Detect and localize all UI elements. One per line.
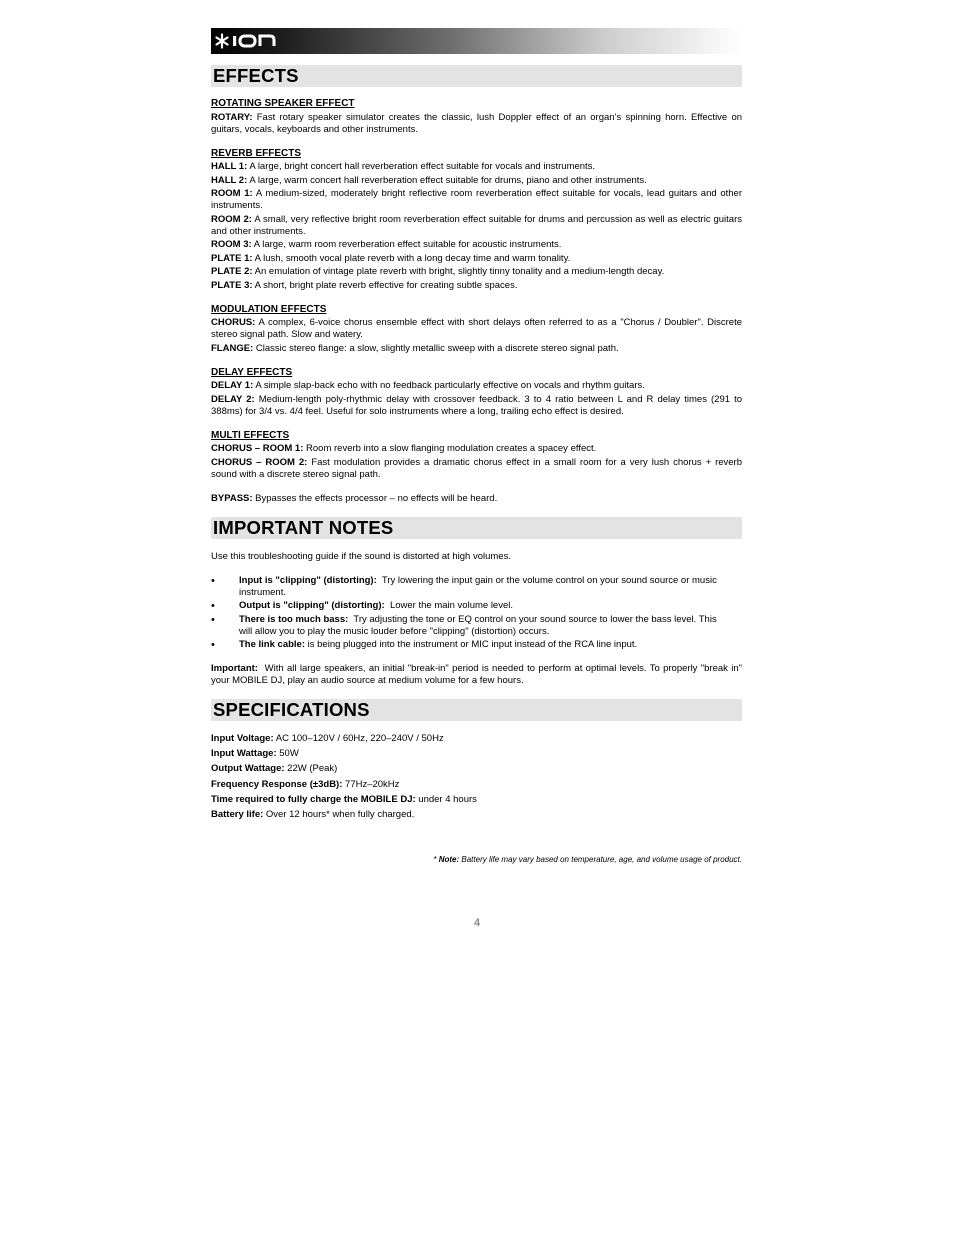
spec-row: Frequency Response (±3dB): 77Hz–20kHz xyxy=(211,778,400,790)
bullet-icon: • xyxy=(211,613,215,626)
effect-entry: CHORUS: A complex, 6-voice chorus ensemble effect with short delays often referred to as a "Chorus / Doubler". Discrete stereo signal path. Slow and watery. xyxy=(211,317,742,340)
effect-entry: ROOM 1: A medium-sized, moderately bright reflective room reverberation effect suitable for vocals, lead guitars and other instruments. xyxy=(211,188,742,211)
bullet-icon: • xyxy=(211,600,215,612)
effects-section-title: EFFECTS xyxy=(211,65,742,87)
bullet-icon: • xyxy=(211,639,215,651)
troubleshooting-intro: Use this troubleshooting guide if the sound is distorted at high volumes. xyxy=(211,550,511,562)
important-notes-section-title: IMPORTANT NOTES xyxy=(211,517,742,539)
spec-list xyxy=(211,733,742,821)
battery-footnote: * Note: Battery life may vary based on temperature, age, and volume usage of product. xyxy=(433,854,742,864)
bypass-entry: BYPASS: Bypasses the effects processor – no effects will be heard. xyxy=(211,492,498,504)
effect-entry: ROOM 2: A small, very reflective bright room reverberation effect suitable for drums and percussion as well as electric guitars and other instruments. xyxy=(211,213,743,237)
list-item: • Input is "clipping" (distorting): Try lowering the input gain or the volume control on your sound source or music instrument. xyxy=(211,574,717,598)
list-item: • Output is "clipping" (distorting): Lower the main volume level. xyxy=(211,600,514,612)
bullet-icon: • xyxy=(211,574,215,587)
effect-entry: PLATE 3: A short, bright plate reverb effective for creating subtle spaces. xyxy=(211,279,518,291)
effect-entry: ROOM 3: A large, warm room reverberation effect suitable for acoustic instruments. xyxy=(211,239,562,250)
spec-row: Input Voltage: AC 100–120V / 60Hz, 220–240V / 50Hz xyxy=(211,733,444,744)
modulation-effects-heading: MODULATION EFFECTS xyxy=(211,303,327,315)
effect-entry: DELAY 1: A simple slap-back echo with no feedback particularly effective on vocals and rhythm guitars. xyxy=(211,380,645,391)
ion-logo-icon xyxy=(214,32,284,50)
brand-header-bar xyxy=(211,28,742,54)
effect-entry: PLATE 1: A lush, smooth vocal plate reverb with a long decay time and warm tonality. xyxy=(211,252,571,264)
list-item: • There is too much bass: Try adjusting the tone or EQ control on your sound source to lower the bass level. This will allow you to play the music louder before "clipping" (distortion) occurs. xyxy=(211,613,717,637)
effect-entry: HALL 1: A large, bright concert hall reverberation effect suitable for vocals and instruments. xyxy=(211,161,596,172)
spec-row: Input Wattage: 50W xyxy=(211,748,299,760)
page-number: 4 xyxy=(473,917,481,929)
spec-row: Battery life: Over 12 hours* when fully charged. xyxy=(211,808,415,820)
specifications-section-title: SPECIFICATIONS xyxy=(211,699,742,721)
list-item: • The link cable: is being plugged into the instrument or MIC input instead of the RCA line input. xyxy=(211,639,638,651)
effect-entry: FLANGE: Classic stereo flange: a slow, slightly metallic sweep with a discrete stereo signal path. xyxy=(211,342,619,354)
effect-entry: CHORUS – ROOM 1: Room reverb into a slow flanging modulation creates a spacey effect. xyxy=(211,443,597,454)
rotating-effects-heading: ROTATING SPEAKER EFFECT xyxy=(211,98,355,109)
effect-entry: CHORUS – ROOM 2: Fast modulation provides a dramatic chorus effect in a small room for a very lush chorus + reverb sound with a discrete stereo signal path. xyxy=(211,456,743,480)
reverb-effects-heading: REVERB EFFECTS xyxy=(211,147,302,159)
spec-row: Time required to fully charge the MOBILE DJ: under 4 hours xyxy=(211,793,477,805)
delay-effects-heading: DELAY EFFECTS xyxy=(211,366,293,378)
manual-page xyxy=(211,28,742,865)
troubleshooting-list xyxy=(211,575,742,652)
effect-entry: ROTARY: Fast rotary speaker simulator creates the classic, lush Doppler effect of an organ’s spinning horn. Effective on guitars, vocals, keyboards and other instruments. xyxy=(211,111,743,135)
spec-row: Output Wattage: 22W (Peak) xyxy=(211,763,338,775)
multi-effects-heading: MULTI EFFECTS xyxy=(211,429,290,441)
important-note: Important: With all large speakers, an initial "break-in" period is needed to perform at optimal levels. To properly "break in" your MOBILE DJ, play an audio source at medium volume for a few hours. xyxy=(211,663,743,686)
effect-entry: DELAY 2: Medium-length poly-rhythmic delay with crossover feedback. 3 to 4 ratio between L and R delay times (291 to 388ms) for 3/4 vs. 4/4 feel. Useful for solo instruments where a long, trailing echo effect is desired. xyxy=(211,393,743,417)
effect-entry: HALL 2: A large, warm concert hall reverberation effect suitable for drums, piano and other instruments. xyxy=(211,174,647,186)
effect-entry: PLATE 2: An emulation of vintage plate reverb with bright, slightly tinny tonality and a medium-length decay. xyxy=(211,266,665,277)
